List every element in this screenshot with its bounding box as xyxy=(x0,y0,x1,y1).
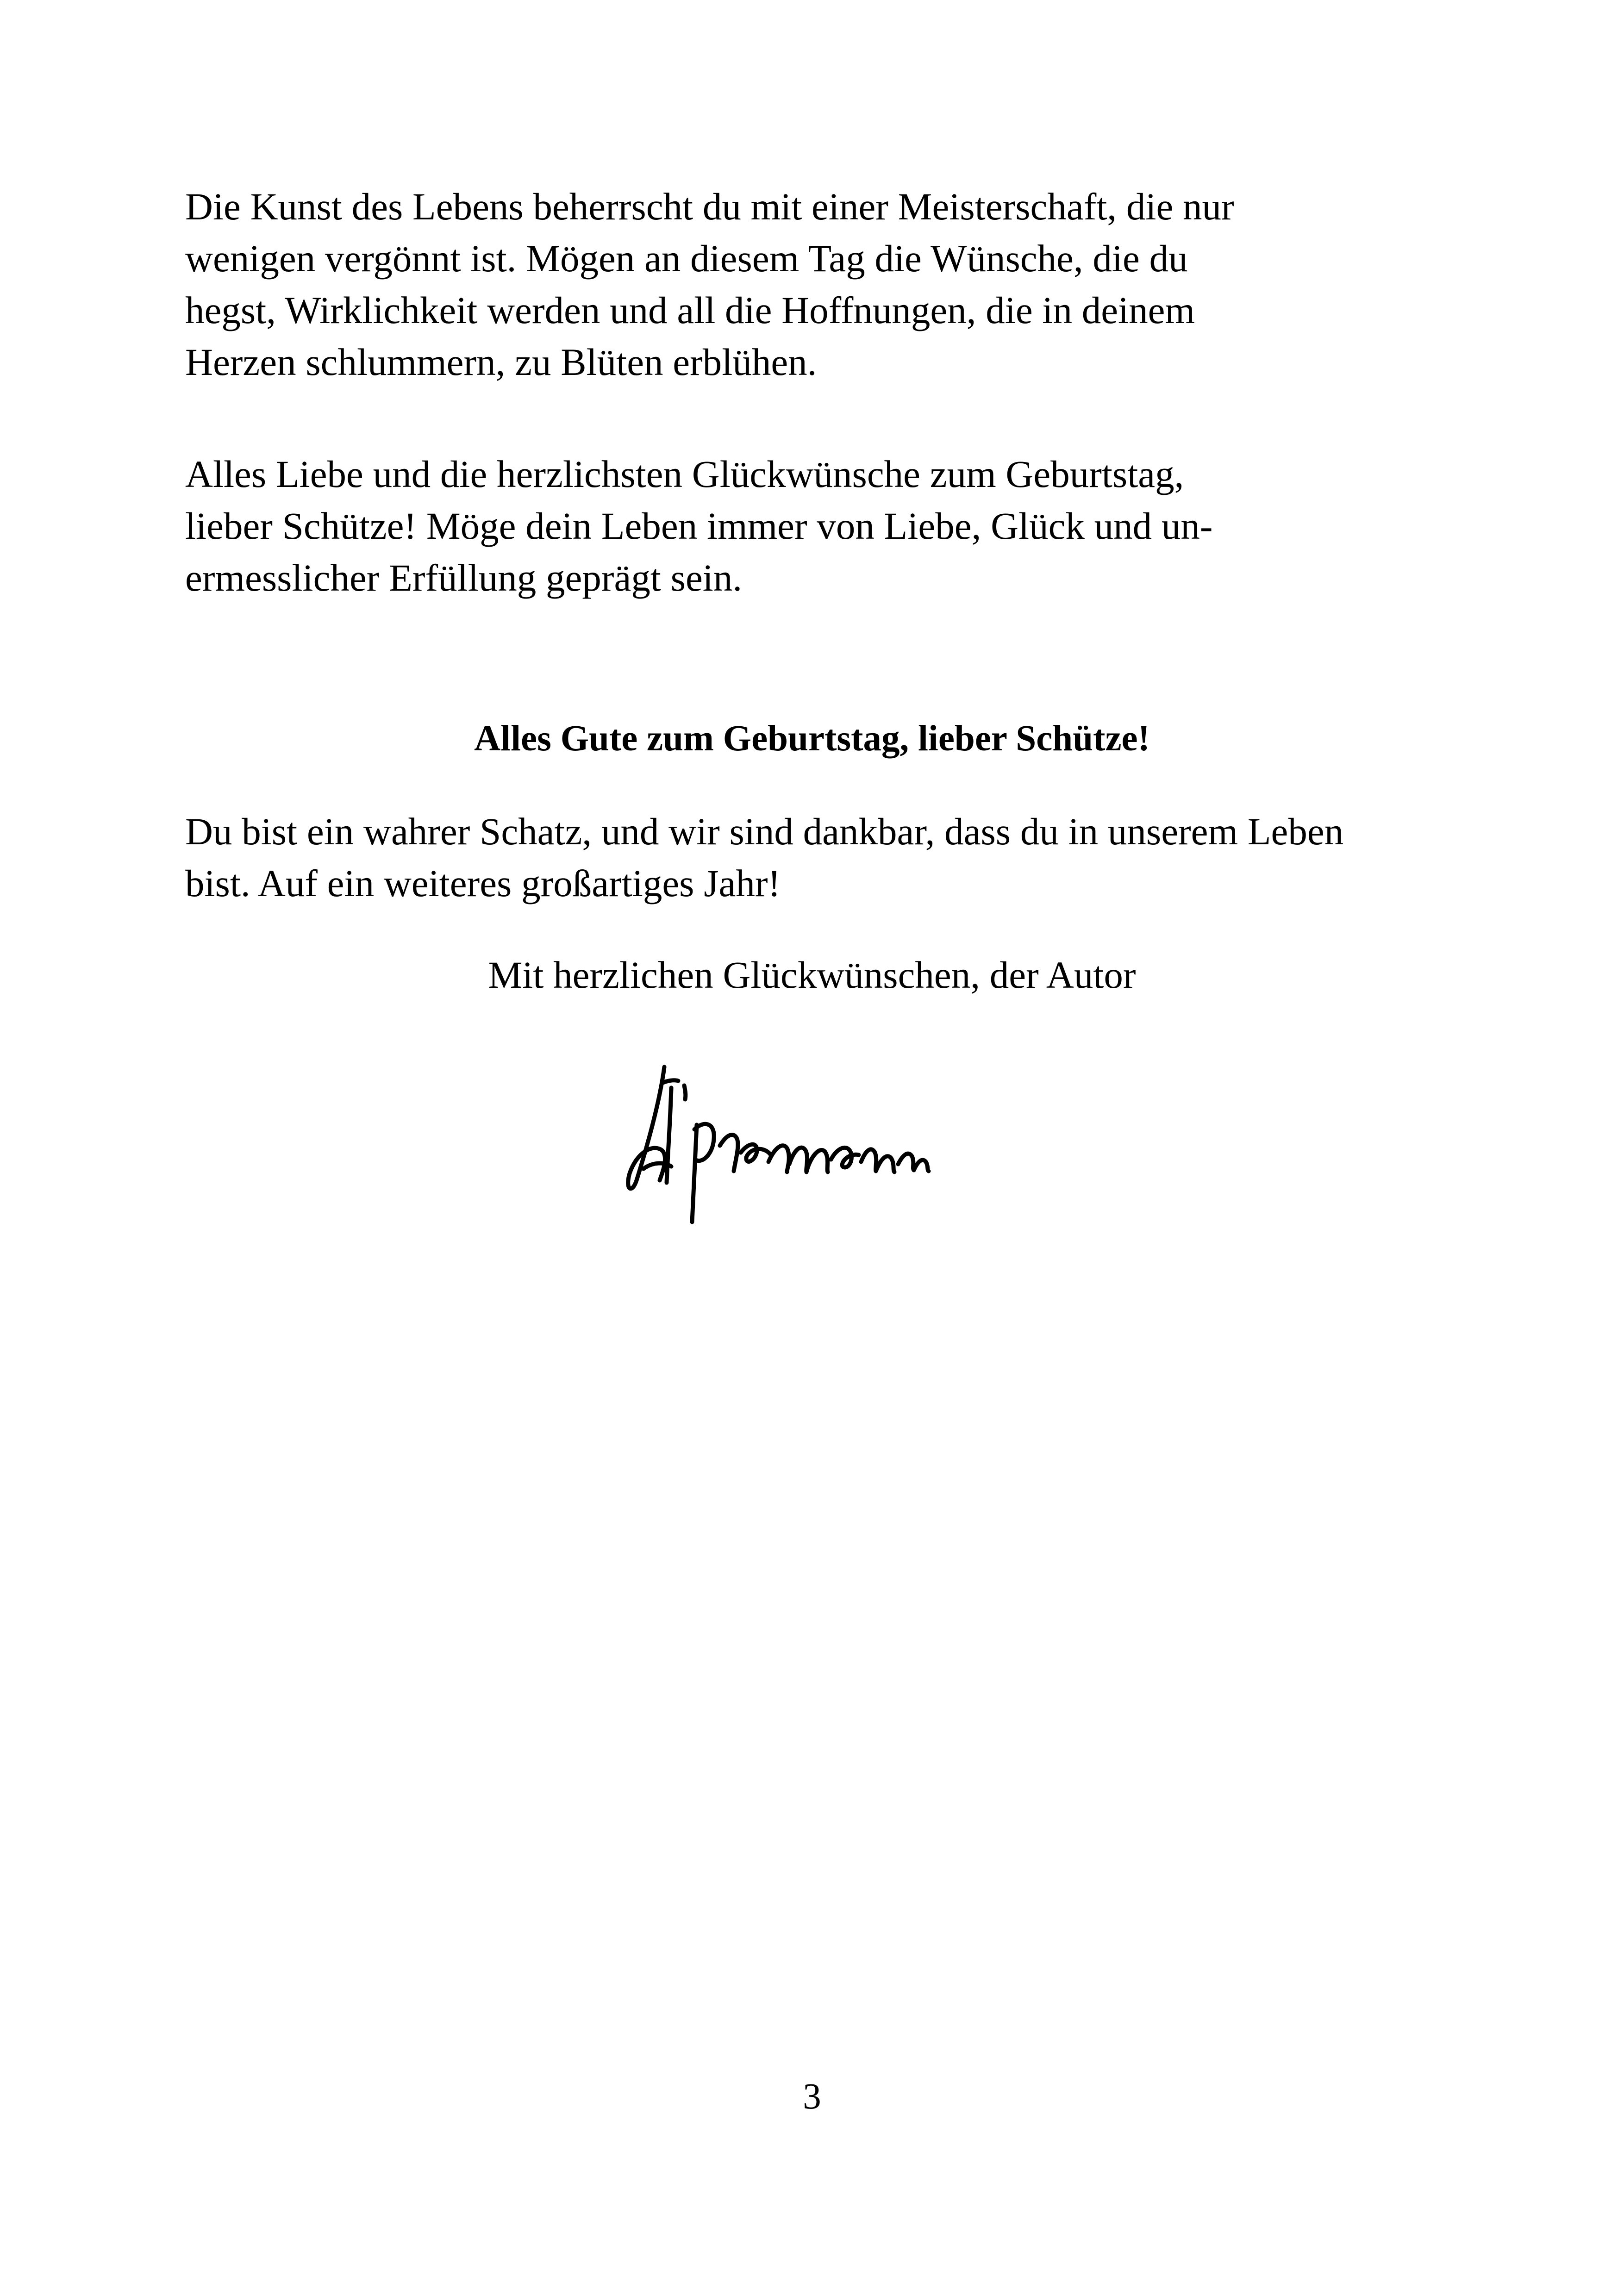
paragraph-2-line: ermesslicher Erfüllung geprägt sein. xyxy=(185,556,743,599)
closing-line: Mit herzlichen Glückwünschen, der Autor xyxy=(488,954,1136,996)
paragraph-3 xyxy=(185,805,1444,909)
paragraph-2 xyxy=(185,448,1444,604)
paragraph-1-line: hegst, Wirklichkeit werden und all die Hoffnungen, die in deinem xyxy=(185,289,1195,331)
paragraph-1-line: Die Kunst des Lebens beherrscht du mit einer Meisterschaft, die nur xyxy=(185,185,1234,228)
paragraph-3-line: Du bist ein wahrer Schatz, und wir sind dankbar, dass du in unserem Leben xyxy=(185,810,1344,853)
greeting-heading: Alles Gute zum Geburtstag, lieber Schütze! xyxy=(474,718,1150,759)
paragraph-1-line: Herzen schlummern, zu Blüten erblühen. xyxy=(185,341,817,383)
paragraph-1 xyxy=(185,181,1444,388)
paragraph-1-line: wenigen vergönnt ist. Mögen an diesem Tag die Wünsche, die du xyxy=(185,237,1188,280)
paragraph-3-line: bist. Auf ein weiteres großartiges Jahr! xyxy=(185,862,781,904)
paragraph-2-line: Alles Liebe und die herzlichsten Glückwünsche zum Geburtstag, xyxy=(185,453,1184,495)
page-number: 3 xyxy=(803,2077,821,2117)
handwritten-signature xyxy=(616,1051,968,1236)
paragraph-2-line: lieber Schütze! Möge dein Leben immer von Liebe, Glück und un- xyxy=(185,505,1213,547)
